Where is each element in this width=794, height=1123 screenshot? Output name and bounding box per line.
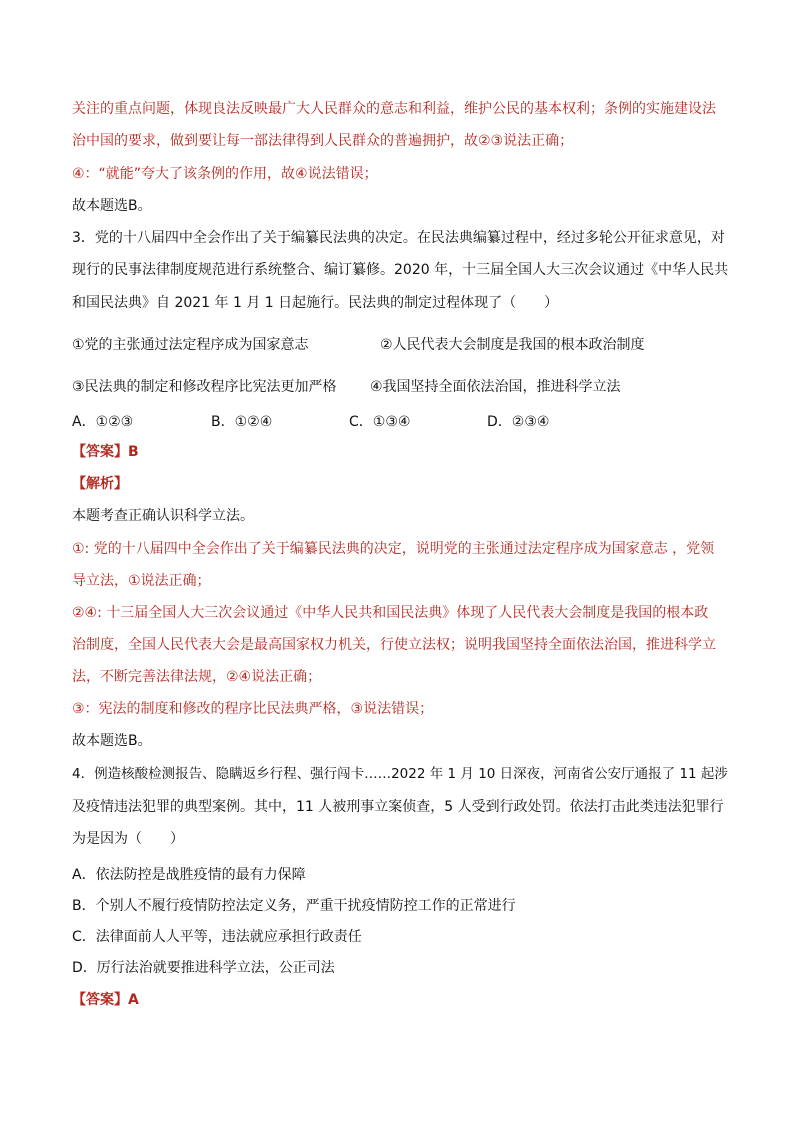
q3-statement-4: ④我国坚持全面依法治国，推进科学立法 <box>370 379 621 395</box>
q3-option-b: B．①②④ <box>211 414 273 430</box>
q4-option-d: D．厉行法治就要推进科学立法，公正司法 <box>72 960 335 976</box>
q3-statement-1: ①党的主张通过法定程序成为国家意志 <box>72 337 309 353</box>
q3-analysis-line-3: 导立法，①说法正确； <box>72 573 211 589</box>
q3-analysis-line-7: ③：宪法的制度和修改的程序比民法典严格，③说法错误； <box>72 701 434 717</box>
q3-answer: 【答案】B <box>72 444 139 460</box>
q3-option-c: C．①③④ <box>349 414 411 430</box>
q3-analysis-line-1: 本题考查正确认识科学立法。 <box>72 508 254 524</box>
q3-statement-2: ②人民代表大会制度是我国的根本政治制度 <box>380 337 645 353</box>
q3-analysis-line-2: ①: 党的十八届四中全会作出了关于编纂民法典的决定，说明党的主张通过法定程序成为国家意志 ，党领 <box>72 541 715 557</box>
q3-analysis-label: 【解析】 <box>72 476 128 492</box>
q4-option-a: A．依法防控是战胜疫情的最有力保障 <box>72 867 306 883</box>
q4-stem-line-2: 及疫情违法犯罪的典型案例。其中，11 人被刑事立案侦查，5 人受到行政处罚。依法打击此类违法犯罪行 <box>72 799 724 815</box>
carryover-conclusion: 故本题选B。 <box>72 198 152 214</box>
q4-stem-line-1: 4．例造核酸检测报告、隐瞒返乡行程、强行闯卡……2022 年 1 月 10 日深夜，河南省公安厅通报了 11 起涉 <box>72 766 728 782</box>
q3-analysis-line-6: 法，不断完善法律法规，②④说法正确； <box>72 669 322 685</box>
carryover-line-2: 治中国的要求，做到要让每一部法律得到人民群众的普遍拥护，故②③说法正确； <box>72 133 574 149</box>
q3-stem-line-3: 和国民法典》自 2021 年 1 月 1 日起施行。民法典的制定过程体现了（ ） <box>72 295 559 311</box>
q3-option-d: D．②③④ <box>487 414 550 430</box>
q3-option-a: A．①②③ <box>72 414 134 430</box>
q3-stem-line-2: 现行的民事法律制度规范进行系统整合、编订纂修。2020 年，十三届全国人大三次会议通过《中华人民共 <box>72 262 729 278</box>
q4-option-c: C．法律面前人人平等，违法就应承担行政责任 <box>72 929 362 945</box>
q3-stem-line-1: 3．党的十八届四中全会作出了关于编纂民法典的决定。在民法典编纂过程中，经过多轮公开征求意见，对 <box>72 230 725 246</box>
q4-option-b: B．个别人不履行疫情防控法定义务，严重干扰疫情防控工作的正常进行 <box>72 898 516 914</box>
carryover-line-3: ④：“就能”夸大了该条例的作用，故④说法错误； <box>72 166 378 182</box>
q4-answer: 【答案】A <box>72 992 139 1008</box>
q3-statement-3: ③民法典的制定和修改程序比宪法更加严格 <box>72 379 337 395</box>
q4-stem-line-3: 为是因为（ ） <box>72 831 184 847</box>
carryover-line-1: 关注的重点问题，体现良法反映最广大人民群众的意志和利益，维护公民的基本权利；条例的实施建设法 <box>72 101 716 117</box>
q3-analysis-line-5: 治制度，全国人民代表大会是最高国家权力机关，行使立法权；说明我国坚持全面依法治国，推进科学立 <box>72 637 716 653</box>
q3-analysis-line-4: ②④: 十三届全国人大三次会议通过《中华人民共和国民法典》体现了人民代表大会制度是我国的根本政 <box>72 605 709 621</box>
q3-conclusion: 故本题选B。 <box>72 733 152 749</box>
